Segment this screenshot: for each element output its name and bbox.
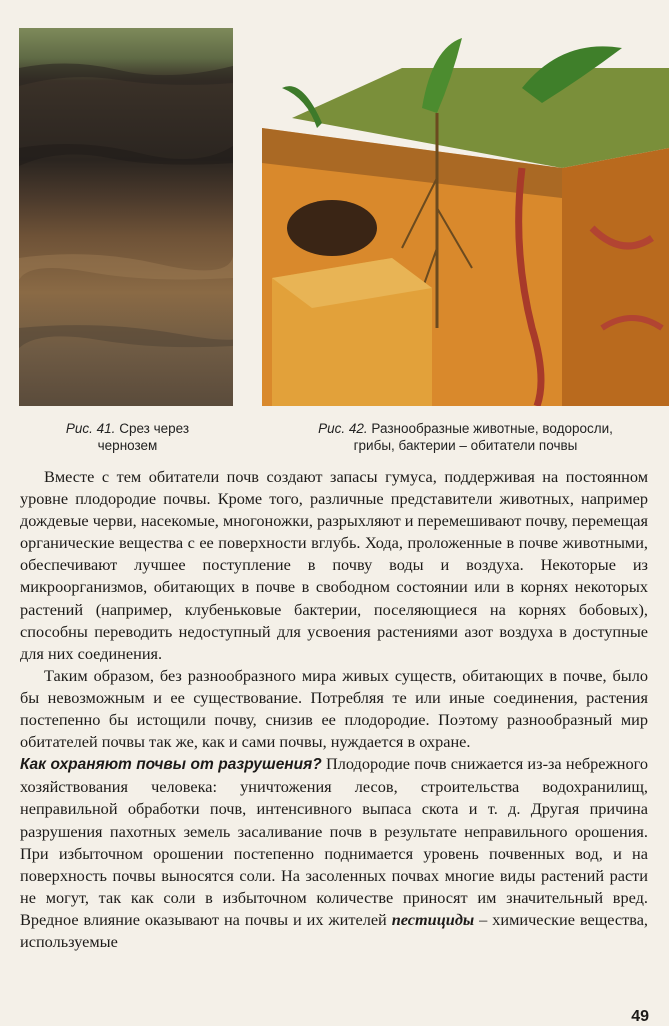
figure-41-chernozem-photo [19, 28, 233, 406]
figure-42-label: Рис. 42. [318, 421, 368, 436]
paragraph-2: Таким образом, без разнообразного мира живых существ, обитающих в почве, было бы невозможным и ее существование. Потребляя те или иные соединения, растения постепенно бы истощили почву, снизив ее плодородие. Поэтому разнообразный мир обитателей почвы так же, как и сами почвы, нуждается в охране. [20, 665, 648, 752]
section-paragraph [20, 753, 648, 953]
figure-41-caption-line1: Срез через [119, 421, 190, 436]
section-heading: Как охраняют почвы от разрушения? [20, 756, 322, 774]
figure-41-caption-line2: чернозем [97, 438, 158, 453]
section-text-continued: – химические вещества, используемые [20, 909, 649, 951]
soil-cube-image [262, 28, 669, 406]
figure-42-soil-inhabitants-illustration [262, 28, 669, 406]
paragraph-1: Вместе с тем обитатели почв создают запасы гумуса, поддерживая на постоянном уровне плодородие почвы. Кроме того, различные представители животных, например дождевые черви, насекомые, многоножки, разрыхляют и перемешивают почву, перемещая органические вещества с ее поверхности вглубь. Хода, проложенные в почве животными, обеспечивают лучшее поступление в почву воды и воздуха. Некоторые из микроорганизмов, обитающих в почве в свободном состоянии или в корнях некоторых растений (например, клубеньковые бактерии, поселяющиеся на корнях бобовых), способны переводить недоступный для усвоения растениями азот воздуха в доступные для них соединения. [20, 467, 648, 663]
body-text [20, 466, 648, 953]
figure-42-caption [262, 420, 669, 454]
term-pesticides: пестициды [391, 909, 475, 929]
page-number: 49 [631, 1008, 649, 1025]
chernozem-profile-image [19, 28, 233, 406]
figure-41-caption [30, 420, 225, 454]
figure-42-caption-line2: грибы, бактерии – обитатели почвы [353, 438, 578, 453]
section-text: Плодородие почв снижается из-за небрежного хозяйствования человека: уничтожения лесов, строительства водохранилищ, неправильной обработки почв, интенсивного выпаса скота и т. д. Другая причина разрушения пахотных земель засаливание почв в результате неправильного орошения. При избыточном орошении постепенно поднимается уровень почвенных вод, и на поверхность почвы выносятся соли. На засоленных почвах многие виды растений расти не могут, так как соли в избыточном количестве приносят им значительный вред. Вредное влияние оказывают на почвы и их жителей [20, 754, 648, 929]
figure-42-caption-line1: Разнообразные животные, водоросли, [371, 421, 613, 436]
figure-41-label: Рис. 41. [65, 421, 116, 436]
